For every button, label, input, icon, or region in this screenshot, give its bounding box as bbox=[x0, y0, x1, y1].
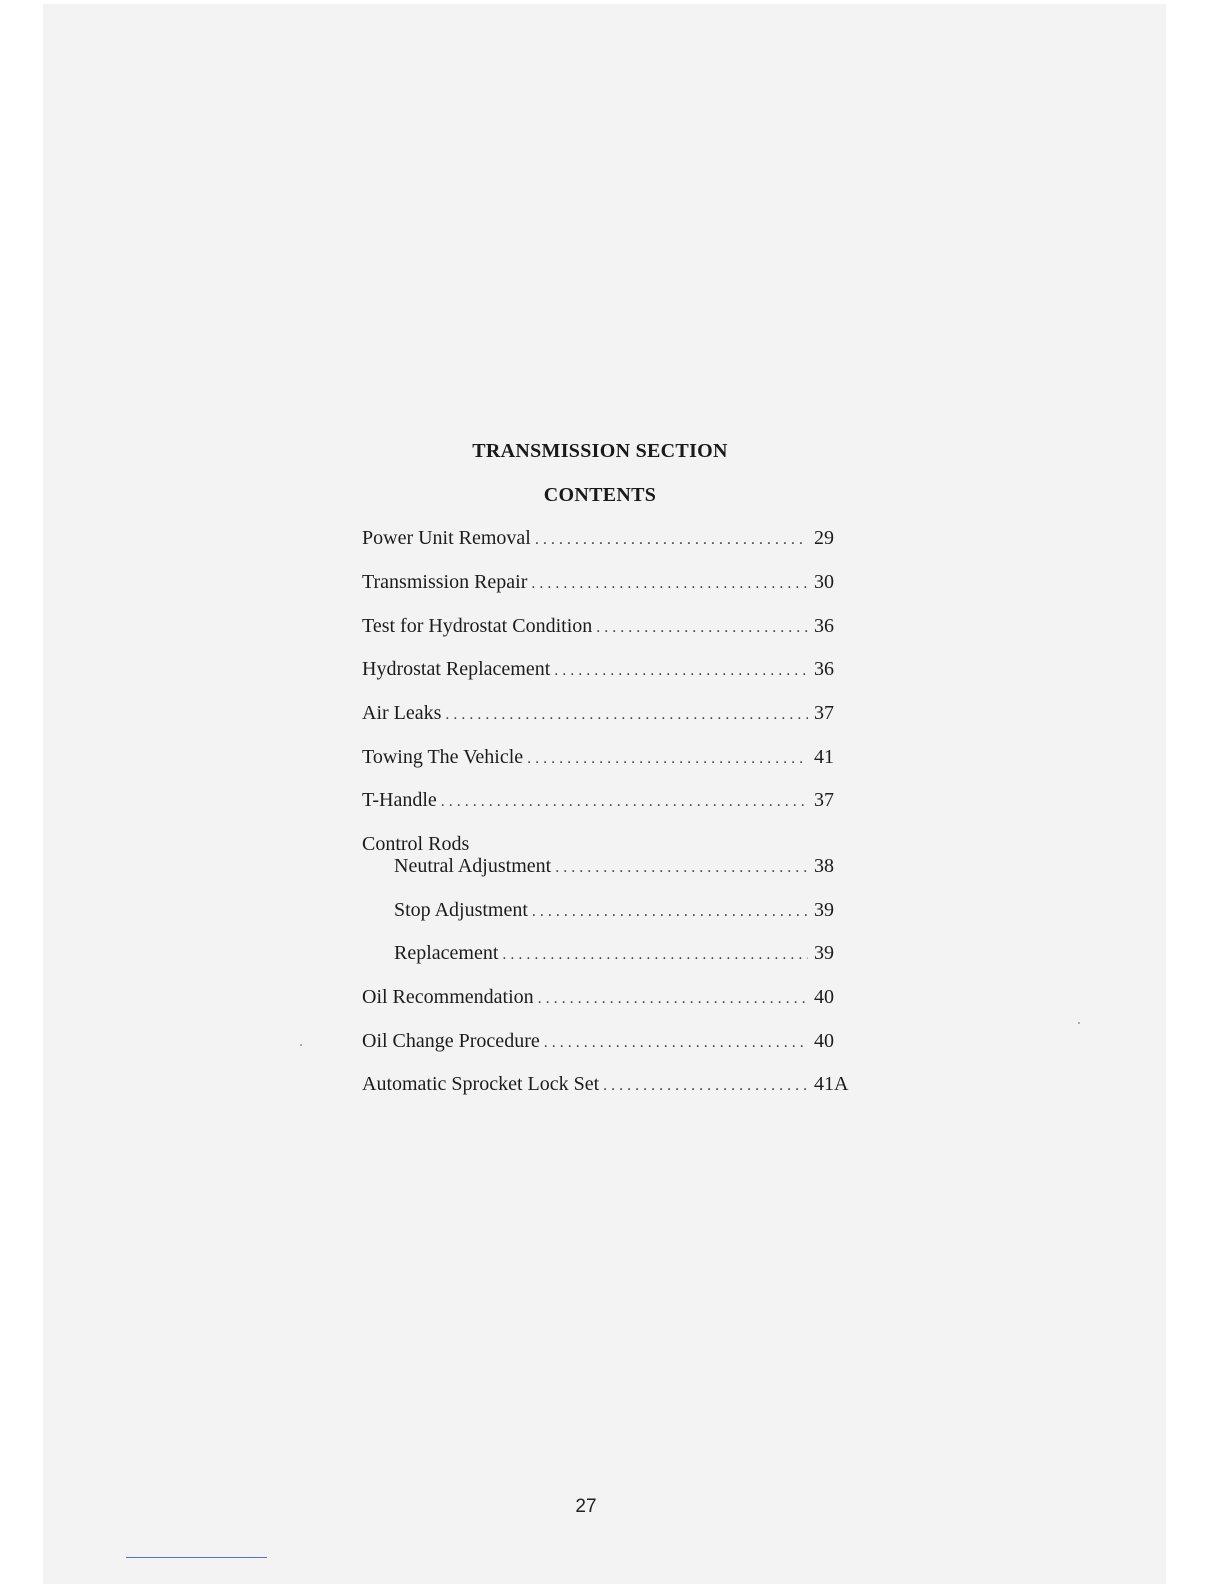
toc-entry-t-handle bbox=[362, 789, 842, 812]
toc-entry-page: 40 bbox=[814, 1030, 834, 1052]
toc-entry-label: Oil Recommendation bbox=[362, 986, 534, 1008]
toc-entry-label: Automatic Sprocket Lock Set bbox=[362, 1073, 600, 1095]
toc-entry-label: Hydrostat Replacement bbox=[362, 658, 551, 680]
toc-entry-page: 36 bbox=[814, 615, 834, 637]
scan-speck bbox=[300, 1044, 302, 1046]
toc-entry-page: 30 bbox=[814, 571, 834, 593]
toc-leader-dots bbox=[596, 619, 808, 637]
toc-entry-neutral-adjustment bbox=[394, 855, 842, 878]
toc-entry-oil-recommendation bbox=[362, 986, 842, 1009]
toc-entry-label: Air Leaks bbox=[362, 702, 442, 724]
toc-entry-page: 39 bbox=[814, 942, 834, 964]
toc-entry-page: 41A bbox=[814, 1073, 849, 1095]
toc-leader-dots bbox=[527, 750, 808, 768]
toc-leader-dots bbox=[535, 531, 808, 549]
toc-entry-label: Neutral Adjustment bbox=[394, 855, 552, 877]
toc-entry-label: Towing The Vehicle bbox=[362, 746, 524, 768]
toc-leader-dots bbox=[603, 1077, 808, 1095]
toc-entry-page: 41 bbox=[814, 746, 834, 768]
contents-title: CONTENTS bbox=[543, 484, 657, 506]
toc-leader-dots bbox=[532, 903, 808, 921]
toc-entry-page: 29 bbox=[814, 527, 834, 549]
toc-entry-label: Replacement bbox=[394, 942, 499, 964]
toc-entry-page: 36 bbox=[814, 658, 834, 680]
toc-entry-oil-change bbox=[362, 1030, 842, 1053]
toc-leader-dots bbox=[502, 946, 808, 964]
toc-entry-transmission-repair bbox=[362, 571, 842, 594]
toc-leader-dots bbox=[554, 662, 808, 680]
toc-entry-hydrostat-replacement bbox=[362, 658, 842, 681]
toc-entry-label: T-Handle bbox=[362, 789, 437, 811]
toc-entry-air-leaks bbox=[362, 702, 842, 725]
toc-leader-dots bbox=[445, 706, 808, 724]
toc-leader-dots bbox=[538, 990, 808, 1008]
toc-entry-test-hydrostat bbox=[362, 615, 842, 638]
toc-entry-page: 38 bbox=[814, 855, 834, 877]
scan-speck bbox=[1078, 1022, 1080, 1024]
section-title: TRANSMISSION SECTION bbox=[472, 440, 728, 462]
toc-entry-label: Transmission Repair bbox=[362, 571, 528, 593]
toc-leader-dots bbox=[531, 575, 808, 593]
toc-entry-power-unit-removal bbox=[362, 527, 842, 550]
toc-entry-label: Test for Hydrostat Condition bbox=[362, 615, 593, 637]
toc-entry-label: Stop Adjustment bbox=[394, 899, 528, 921]
toc-entry-replacement bbox=[394, 942, 842, 965]
toc-leader-dots bbox=[544, 1034, 808, 1052]
toc-entry-page: 39 bbox=[814, 899, 834, 921]
toc-entry-label: Oil Change Procedure bbox=[362, 1030, 540, 1052]
toc-entry-page: 40 bbox=[814, 986, 834, 1008]
page-number: 27 bbox=[575, 1496, 597, 1517]
toc-entry-towing bbox=[362, 746, 842, 769]
toc-entry-sprocket-lock bbox=[362, 1073, 849, 1096]
toc-entry-page: 37 bbox=[814, 702, 834, 724]
toc-entry-label: Power Unit Removal bbox=[362, 527, 531, 549]
toc-entry-stop-adjustment bbox=[394, 899, 842, 922]
footnote-rule bbox=[126, 1557, 267, 1558]
toc-heading-control-rods: Control Rods bbox=[362, 833, 470, 855]
toc-entry-page: 37 bbox=[814, 789, 834, 811]
toc-leader-dots bbox=[555, 859, 808, 877]
toc-leader-dots bbox=[441, 793, 808, 811]
